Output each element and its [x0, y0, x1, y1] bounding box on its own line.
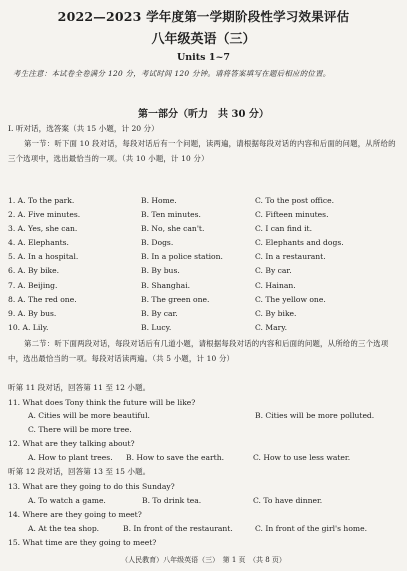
option-a: 6. A. By bike. [8, 266, 60, 275]
exam-subtitle: 八年级英语（三） [151, 32, 256, 47]
dialog-11-header: 听第 11 段对话，回答第 11 至 12 小题。 [8, 383, 151, 392]
q11-option-a: A. Cities will be more beautiful. [28, 411, 150, 420]
q13-option-b: B. To drink tea. [142, 496, 202, 505]
option-b: B. Shanghai. [141, 281, 191, 290]
question-12: 12. What are they talking about? [8, 439, 135, 448]
q13-option-a: A. To watch a game. [28, 496, 106, 505]
part1-title: 第一部分（听力 共 30 分） [138, 109, 269, 120]
option-b: B. By bus. [141, 266, 180, 275]
q11-option-c: C. There will be more tree. [28, 425, 132, 434]
option-c: C. I can find it. [255, 224, 312, 233]
dialog-12-header: 听第 12 段对话，回答第 13 至 15 小题。 [8, 467, 151, 476]
exam-units: Units 1~7 [176, 52, 231, 63]
exam-title: 2022—2023 学年度第一学期阶段性学习效果评估 [57, 9, 350, 24]
question-11: 11. What does Tony think the future will be like? [8, 398, 196, 407]
option-row [8, 294, 400, 305]
option-a: 8. A. The red one. [8, 295, 77, 304]
option-a: 3. A. Yes, she can. [8, 224, 78, 233]
q14-option-a: A. At the tea shop. [28, 524, 100, 533]
option-row [8, 237, 400, 248]
option-a: 9. A. By bus. [8, 309, 57, 318]
option-a: 7. A. Beijing. [8, 281, 58, 290]
option-row [8, 251, 400, 262]
option-b: B. The green one. [141, 295, 210, 304]
option-row [8, 322, 400, 333]
section2-instructions: 第二节：听下面两段对话，每段对话后有几道小题，请根据每段对话的内容和后面的问题，从所给的三个选项中，选出最恰当的一项。每段对话读两遍。（共 5 小题，计 10 分） [8, 339, 389, 363]
option-a: 10. A. Lily. [8, 323, 49, 332]
option-b: B. By car. [141, 309, 178, 318]
option-a: 4. A. Elephants. [8, 238, 69, 247]
option-b: B. Lucy. [141, 323, 172, 332]
q12-option-b: B. How to save the earth. [126, 453, 225, 462]
option-b: B. No, she can't. [141, 224, 205, 233]
candidate-notice: 考生注意：本试卷全卷满分 120 分，考试时间 120 分钟。请将答案填写在题后相应的位置。 [13, 69, 331, 78]
section-i-heading: I. 听对话，选答案（共 15 小题，计 20 分） [8, 124, 159, 133]
question-14: 14. Where are they going to meet? [8, 510, 142, 519]
option-row [8, 195, 400, 206]
option-a: 2. A. Five minutes. [8, 210, 81, 219]
option-b: B. In a police station. [141, 252, 223, 261]
option-a: 5. A. In a hospital. [8, 252, 79, 261]
q13-option-c: C. To have dinner. [253, 496, 323, 505]
section1-instructions: 第一节：听下面 10 段对话，每段对话后有一个问题，读两遍，请根据每段对话的内容和后面的问题，从所给的三个选项中，选出最恰当的一项。（共 10 小题，计 10 分） [8, 139, 396, 163]
option-row [8, 308, 400, 319]
q11-option-b: B. Cities will be more polluted. [255, 411, 375, 420]
option-c: C. In a restaurant. [255, 252, 326, 261]
option-c: C. Fifteen minutes. [255, 210, 329, 219]
q14-option-b: B. In front of the restaurant. [123, 524, 233, 533]
page-footer: （人民教育）八年级英语（三） 第 1 页 （共 8 页） [121, 556, 286, 564]
option-c: C. By car. [255, 266, 292, 275]
q12-option-a: A. How to plant trees. [28, 453, 113, 462]
question-13: 13. What are they going to do this Sunday? [8, 482, 175, 491]
option-b: B. Home. [141, 196, 177, 205]
option-b: B. Dogs. [141, 238, 174, 247]
option-row [8, 209, 400, 220]
option-c: C. The yellow one. [255, 295, 326, 304]
q14-option-c: C. In front of the girl's home. [255, 524, 368, 533]
option-c: C. By bike. [255, 309, 297, 318]
option-c: C. To the post office. [255, 196, 335, 205]
option-c: C. Hainan. [255, 281, 296, 290]
option-row [8, 265, 400, 276]
question-15: 15. What time are they going to meet? [8, 538, 157, 547]
option-c: C. Elephants and dogs. [255, 238, 344, 247]
option-a: 1. A. To the park. [8, 196, 75, 205]
option-c: C. Mary. [255, 323, 287, 332]
option-row [8, 280, 400, 291]
option-b: B. Ten minutes. [141, 210, 201, 219]
q12-option-c: C. How to use less water. [253, 453, 351, 462]
option-row [8, 223, 400, 234]
